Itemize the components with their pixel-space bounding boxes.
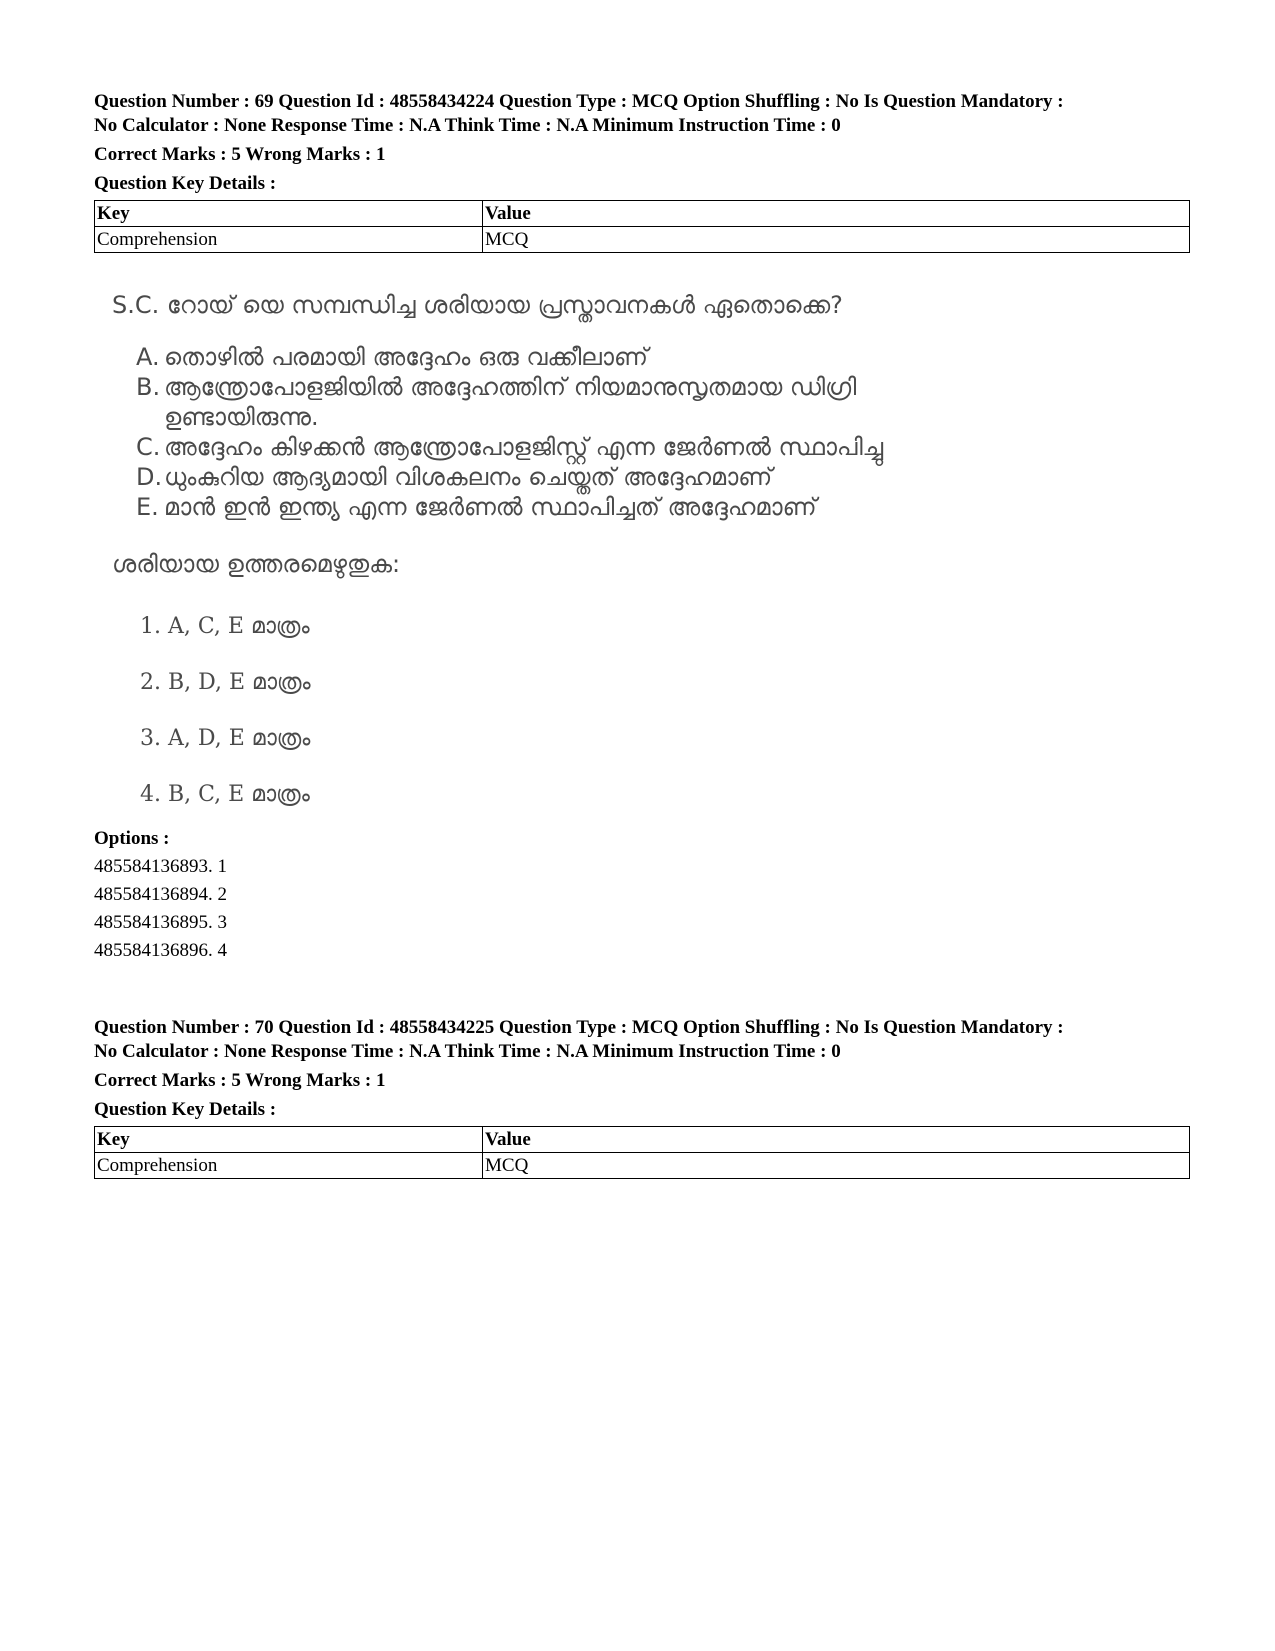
statement-label: A. xyxy=(136,343,160,371)
choice-2: 2. B, D, E മാത്രം xyxy=(140,670,311,695)
question-69-body xyxy=(108,276,1008,831)
answer-instruction: ശരിയായ ഉത്തരമെഴുതുക: xyxy=(112,550,401,578)
statement-d xyxy=(136,462,772,492)
statement-label: D. xyxy=(136,463,163,491)
statement-label: C. xyxy=(136,433,161,461)
statement-label: B. xyxy=(136,373,161,401)
key-cell: Comprehension xyxy=(95,227,483,253)
statement-text: ധുംകുറിയ ആദ്യമായി വിശകലനം ചെയ്തത് അദ്ദേഹമാണ് xyxy=(164,463,773,491)
choice-3: 3. A, D, E മാത്രം xyxy=(140,726,311,751)
choice-1: 1. A, C, E മാത്രം xyxy=(140,614,310,639)
value-cell: MCQ xyxy=(483,227,1190,253)
option-line: 485584136896. 4 xyxy=(94,940,227,961)
statement-c xyxy=(136,432,883,462)
statement-label: E. xyxy=(136,493,159,521)
option-line: 485584136893. 1 xyxy=(94,856,227,877)
statement-e xyxy=(136,492,817,522)
question-70-key-table xyxy=(94,1126,1190,1179)
question-stem: S.C. റോയ് യെ സമ്പന്ധിച്ച ശരിയായ പ്രസ്താവനകൾ ഏതൊക്കെ? xyxy=(112,291,843,319)
key-cell: Comprehension xyxy=(95,1153,483,1179)
key-header-cell: Key xyxy=(95,1127,483,1153)
statement-a xyxy=(136,342,648,372)
question-70-marks: Correct Marks : 5 Wrong Marks : 1 xyxy=(94,1070,386,1091)
question-70-header xyxy=(94,1016,1194,1179)
key-table-row xyxy=(95,1153,1190,1179)
options-label: Options : xyxy=(94,828,170,849)
question-70-meta-line-2: No Calculator : None Response Time : N.A Think Time : N.A Minimum Instruction Time : 0 xyxy=(94,1041,841,1062)
question-69-header xyxy=(94,90,1194,253)
question-69-marks: Correct Marks : 5 Wrong Marks : 1 xyxy=(94,144,386,165)
statement-text: മാൻ ഇൻ ഇന്ത്യ എന്ന ജേർണൽ സ്ഥാപിച്ചത് അദ്ദേഹമാണ് xyxy=(164,493,817,521)
question-69-meta-line-2: No Calculator : None Response Time : N.A Think Time : N.A Minimum Instruction Time : 0 xyxy=(94,115,841,136)
question-69-meta-line-1: Question Number : 69 Question Id : 48558434224 Question Type : MCQ Option Shuffling : No Is Question Mandatory : xyxy=(94,91,1064,112)
statement-b xyxy=(136,372,856,402)
question-69-key-table xyxy=(94,200,1190,253)
statement-text: ആന്ത്രോപോളജിയിൽ അദ്ദേഹത്തിന് നിയമാനുസൃതമായ ഡിഗ്രി xyxy=(164,373,857,401)
statement-text: തൊഴിൽ പരമായി അദ്ദേഹം ഒരു വക്കീലാണ് xyxy=(164,343,648,371)
key-header-cell: Key xyxy=(95,201,483,227)
statement-text: അദ്ദേഹം കിഴക്കൻ ആന്ത്രോപോളജിസ്റ്റ് എന്ന ജേർണൽ സ്ഥാപിച്ചു xyxy=(164,433,884,461)
question-69-key-details-label: Question Key Details : xyxy=(94,173,277,194)
value-cell: MCQ xyxy=(483,1153,1190,1179)
question-70-meta-line-1: Question Number : 70 Question Id : 48558434225 Question Type : MCQ Option Shuffling : No Is Question Mandatory : xyxy=(94,1017,1064,1038)
key-table-header-row xyxy=(95,1127,1190,1153)
statement-b-continuation: ഉണ്ടായിരുന്നു. xyxy=(164,403,319,431)
choice-4: 4. B, C, E മാത്രം xyxy=(140,782,310,807)
option-line: 485584136895. 3 xyxy=(94,912,227,933)
option-line: 485584136894. 2 xyxy=(94,884,227,905)
key-table-header-row xyxy=(95,201,1190,227)
value-header-cell: Value xyxy=(483,201,1190,227)
question-70-key-details-label: Question Key Details : xyxy=(94,1099,277,1120)
question-69-options xyxy=(94,825,694,965)
value-header-cell: Value xyxy=(483,1127,1190,1153)
key-table-row xyxy=(95,227,1190,253)
